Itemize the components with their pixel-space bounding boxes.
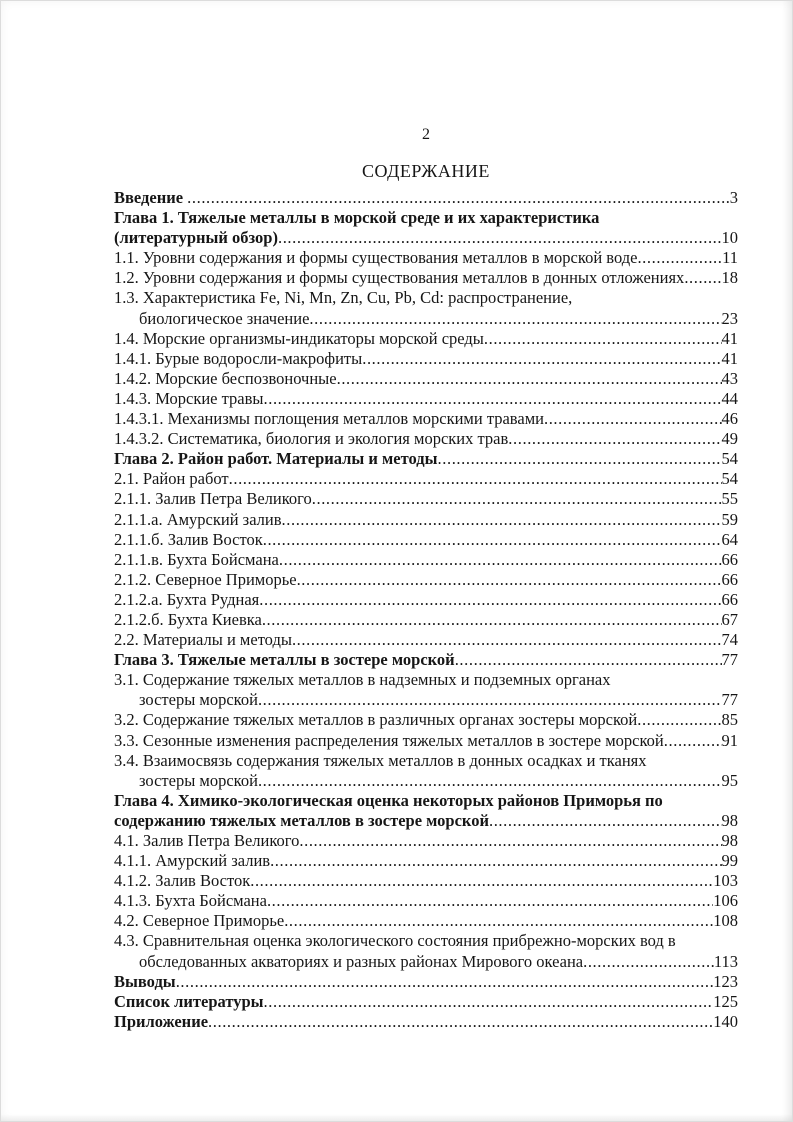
toc-entry-page: 99 (721, 851, 738, 871)
toc-entry-text: 1.4.3. Морские травы (114, 388, 264, 408)
toc-entry (114, 630, 738, 650)
toc-entry (114, 791, 738, 811)
toc-entry-leader (637, 248, 722, 268)
toc-entry-page: 77 (721, 690, 738, 710)
toc-entry (114, 690, 738, 710)
toc-entry-text: 4.1.2. Залив Восток (114, 871, 251, 891)
toc-entry-page: 91 (721, 730, 738, 750)
toc-entry-text: 1.1. Уровни содержания и формы существования металлов в морской воде (114, 248, 638, 268)
toc-entry-text: 1.4.3.2. Систематика, биология и экология морских трав (114, 429, 509, 449)
toc-entry-page: 106 (713, 891, 738, 911)
toc-entry (114, 389, 738, 409)
toc-entry (114, 710, 738, 730)
toc-entry-text: 1.3. Характеристика Fe, Ni, Mn, Zn, Cu, Pb, Cd: распространение, (114, 288, 573, 308)
toc-entry-leader (664, 731, 722, 751)
toc-entry (114, 329, 738, 349)
toc-entry-leader (312, 489, 722, 509)
toc-entry-leader (187, 188, 730, 208)
toc-entry-leader (337, 369, 722, 389)
toc-entry-text: 4.1.3. Бухта Бойсмана (114, 891, 267, 911)
toc-entry (114, 369, 738, 389)
toc-entry (114, 530, 738, 550)
toc-entry (114, 429, 738, 449)
toc-entry-page: 113 (713, 951, 738, 971)
toc-entry-text: Приложение (114, 1011, 209, 1031)
toc-entry-page: 66 (721, 549, 738, 569)
toc-entry-text: 2.1.1.в. Бухта Бойсмана (114, 549, 279, 569)
toc-entry-text: 2.1.1.а. Амурский залив (114, 509, 282, 529)
toc-entry (114, 288, 738, 308)
toc-entry-text: Введение (114, 188, 188, 207)
toc-entry (114, 570, 738, 590)
toc-entry-leader (438, 449, 722, 469)
toc-entry-text: Выводы (114, 971, 176, 991)
toc-entry-page: 66 (721, 569, 738, 589)
toc-entry (114, 188, 738, 208)
toc-entry (114, 972, 738, 992)
toc-entry-leader (299, 831, 721, 851)
toc-entry-leader (292, 630, 722, 650)
toc-entry-leader (264, 992, 714, 1012)
toc-entry-page: 54 (721, 449, 738, 469)
toc-entry (114, 670, 738, 690)
toc-entry (114, 510, 738, 530)
toc-entry-leader (208, 1012, 713, 1032)
toc-entry-page: 55 (721, 489, 738, 509)
toc-entry-leader (455, 650, 722, 670)
toc-entry-text: 2.1.2.б. Бухта Киевка (114, 609, 262, 629)
toc-entry-page: 74 (721, 630, 738, 650)
toc-entry-leader (684, 268, 721, 288)
toc-entry-leader (258, 690, 722, 710)
toc-entry (114, 831, 738, 851)
toc-entry (114, 228, 738, 248)
toc-entry-leader (229, 469, 722, 489)
toc-entry (114, 469, 738, 489)
toc-entry-text: Глава 3. Тяжелые металлы в зостере морской (114, 650, 455, 670)
toc-entry-page: 23 (721, 308, 738, 328)
toc-entry-leader (583, 952, 714, 972)
toc-entry-text: 3.4. Взаимосвязь содержания тяжелых металлов в донных осадках и тканях (114, 750, 647, 770)
toc-entry-text: 4.1. Залив Петра Великого (114, 831, 300, 850)
toc-entry-page: 11 (722, 248, 738, 268)
toc-entry-leader (297, 570, 722, 590)
toc-entry-leader (637, 710, 721, 730)
toc-entry-text: 1.4.3.1. Механизмы поглощения металлов морскими травами (114, 409, 544, 429)
toc-entry-text: (литературный обзор) (114, 228, 278, 248)
toc-entry (114, 871, 738, 891)
toc-entry (114, 550, 738, 570)
toc-entry-page: 98 (721, 810, 738, 830)
toc-list (114, 188, 738, 1032)
toc-entry-leader (544, 409, 722, 429)
toc-entry-text: зостеры морской (139, 690, 258, 710)
toc-entry-page: 3 (729, 188, 738, 207)
toc-entry-leader (267, 891, 713, 911)
toc-entry-text: обследованных акваториях и разных районах Мирового океана (139, 951, 584, 971)
toc-entry-leader (484, 329, 722, 349)
toc-entry-page: 64 (721, 529, 738, 549)
toc-entry (114, 590, 738, 610)
toc-entry (114, 349, 738, 369)
toc-entry-leader (264, 389, 722, 409)
toc-entry-text: Глава 4. Химико-экологическая оценка некоторых районов Приморья по (114, 790, 663, 810)
toc-entry-text: 2.2. Материалы и методы (114, 630, 292, 650)
toc-entry-page: 44 (721, 388, 738, 408)
toc-entry-page: 77 (721, 650, 738, 670)
toc-entry-page: 98 (721, 831, 738, 850)
toc-entry (114, 610, 738, 630)
toc-entry (114, 911, 738, 931)
toc-entry-text: 3.1. Содержание тяжелых металлов в надземных и подземных органах (114, 670, 611, 690)
toc-entry-text: 1.4.2. Морские беспозвоночные (114, 368, 337, 388)
toc-entry (114, 650, 738, 670)
toc-entry (114, 992, 738, 1012)
toc-entry-leader (258, 771, 722, 791)
toc-entry-text: биологическое значение (139, 308, 310, 328)
toc-entry-leader (284, 911, 713, 931)
toc-entry (114, 409, 738, 429)
toc-entry (114, 931, 738, 951)
toc-entry-page: 125 (713, 991, 738, 1011)
toc-entry-page: 41 (721, 328, 738, 348)
toc-entry-text: 2.1.1. Залив Петра Великого (114, 489, 312, 509)
toc-entry-page: 54 (721, 469, 738, 489)
toc-entry-leader (278, 228, 722, 248)
toc-entry-text: 1.2. Уровни содержания и формы существования металлов в донных отложениях (114, 268, 685, 288)
toc-entry-page: 67 (721, 609, 738, 629)
toc-entry (114, 731, 738, 751)
toc-entry-text: 4.1.1. Амурский залив (114, 851, 271, 871)
toc-entry-leader (259, 590, 721, 610)
toc-entry-leader (176, 972, 714, 992)
toc-entry-leader (489, 811, 722, 831)
toc-entry-text: 1.4.1. Бурые водоросли-макрофиты (114, 348, 363, 368)
toc-entry-text: Список литературы (114, 991, 264, 1011)
toc-entry (114, 771, 738, 791)
toc-entry-text: Глава 1. Тяжелые металлы в морской среде и их характеристика (114, 208, 600, 228)
toc-entry-page: 108 (713, 911, 738, 931)
toc-entry-text: 4.3. Сравнительная оценка экологического состояния прибрежно-морских вод в (114, 931, 676, 951)
toc-entry (114, 1012, 738, 1032)
toc-entry (114, 891, 738, 911)
toc-entry-text: 2.1.2.а. Бухта Рудная (114, 589, 260, 609)
toc-entry-leader (282, 510, 722, 530)
toc-entry-leader (362, 349, 721, 369)
toc-entry-page: 46 (721, 409, 738, 429)
toc-entry (114, 751, 738, 771)
toc-entry-text: 4.2. Северное Приморье (114, 911, 285, 931)
toc-entry-text: 2.1.2. Северное Приморье (114, 569, 297, 589)
toc-entry (114, 208, 738, 228)
toc-entry-leader (508, 429, 721, 449)
toc-entry-text: 1.4. Морские организмы-индикаторы морской среды (114, 328, 484, 348)
toc-entry (114, 449, 738, 469)
toc-entry-page: 123 (713, 971, 738, 991)
toc-entry (114, 489, 738, 509)
toc-entry-text: 2.1. Район работ (114, 469, 229, 489)
toc-entry-text: 2.1.1.б. Залив Восток (114, 529, 263, 549)
toc-entry (114, 309, 738, 329)
toc-entry-leader (250, 871, 713, 891)
toc-entry-leader (270, 851, 721, 871)
toc-entry-page: 140 (713, 1011, 738, 1031)
toc-entry-page: 59 (721, 509, 738, 529)
toc-entry-page: 95 (721, 770, 738, 790)
toc-entry-page: 43 (721, 368, 738, 388)
page-number: 2 (422, 126, 430, 143)
toc-entry-page: 85 (721, 710, 738, 730)
toc-entry-leader (279, 550, 722, 570)
toc-entry-text: 3.3. Сезонные изменения распределения тяжелых металлов в зостере морской (114, 730, 664, 750)
toc-entry-page: 103 (713, 871, 738, 891)
toc-entry-page: 10 (721, 228, 738, 248)
toc-entry (114, 952, 738, 972)
toc-entry (114, 851, 738, 871)
toc-entry-page: 49 (721, 429, 738, 449)
toc-entry-text: Глава 2. Район работ. Материалы и методы (114, 449, 438, 469)
toc-entry-text: содержанию тяжелых металлов в зостере морской (114, 810, 489, 830)
toc-entry-leader (262, 610, 722, 630)
toc-entry-page: 18 (721, 268, 738, 288)
toc-entry (114, 268, 738, 288)
toc-entry-page: 41 (721, 348, 738, 368)
toc-entry-text: 3.2. Содержание тяжелых металлов в различных органах зостеры морской (114, 710, 638, 730)
toc-entry (114, 811, 738, 831)
page-title: СОДЕРЖАНИЕ (362, 161, 490, 181)
toc-entry-page: 66 (721, 589, 738, 609)
toc-entry-leader (263, 530, 722, 550)
toc-entry-leader (309, 309, 721, 329)
toc-entry-text: зостеры морской (139, 770, 258, 790)
toc-entry (114, 248, 738, 268)
